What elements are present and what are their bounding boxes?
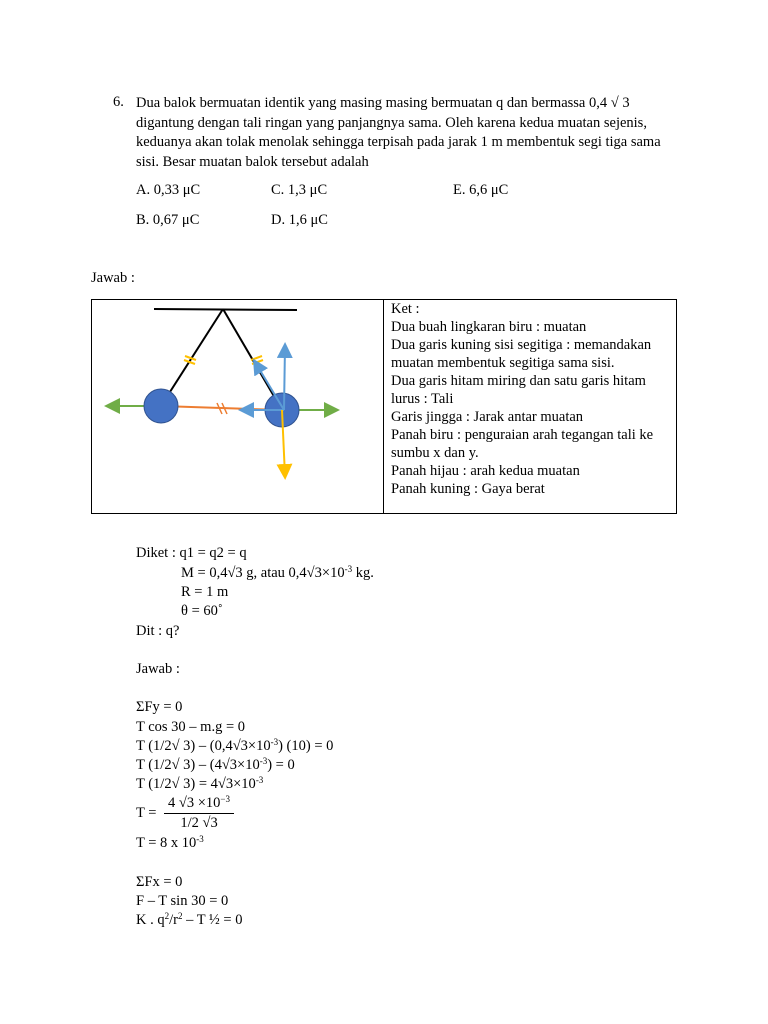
ket-line-1: Dua buah lingkaran biru : muatan [391,319,587,335]
blue-arrow-up [284,346,285,410]
step-fy-7: T = 8 x $10^{-3}$ [136,834,204,851]
ket-line-5: Panah biru : penguraian arah tegangan tali ke sumbu x dan y. [391,427,654,461]
ket-line-6: Panah hijau : arah kedua muatan [391,463,580,479]
step-fy-fraction [136,795,234,832]
charge-left [144,389,178,423]
ket-line-7: Panah kuning : Gaya berat [391,481,545,497]
option-e: E. 6,6 μC [453,182,509,198]
step-fx-2: F – T sin 30 = 0 [136,893,229,909]
option-a: A. 0,33 μC [136,182,201,198]
table-divider [383,299,384,514]
option-b: B. 0,67 μC [136,212,200,228]
step-fy-5: T (1/2√ $3) = 4√3\times 10^{-3}$ [136,775,264,792]
fraction-lhs: T = [136,804,157,821]
question-text: Dua balok bermuatan identik yang masing masing bermuatan q dan bermassa 0,4 √ 3 digantung dengan tali ringan yang panjangnya sama. Oleh karena kedua muatan sejenis, keduanya akan tolak menolak sehingga terpisah pada jarak 1 m membentuk segi tiga sama sisi. Besar muatan balok tersebut adalah [136,95,661,170]
fraction [164,795,234,832]
option-c: C. 1,3 μC [271,182,328,198]
ket-line-3: Dua garis hitam miring dan satu garis hitam lurus : Tali [391,373,646,407]
diket-theta: θ = 60˚ [181,603,223,619]
question-number: 6. [113,94,124,110]
diket-label: Diket : q1 = q2 = q [136,545,247,561]
ket-list [391,300,673,498]
step-fy-3: T (1/2√ $3) - (0,4√3\times 10^{-3}) (10) = 0$ [136,737,334,754]
step-fx-3: K . $q^2/r^2$ – T ½ = 0 [136,911,243,928]
diket-r: R = 1 m [181,584,229,600]
ket-line-4: Garis jingga : Jarak antar muatan [391,409,584,425]
jawab-label: Jawab : [136,661,180,677]
ket-line-0: Ket : [391,301,420,317]
step-fy-2: T cos 30 – m.g = 0 [136,719,246,735]
step-fx-1: ΣFx = 0 [136,874,183,890]
ket-line-2: Dua garis kuning sisi segitiga : memandakan muatan membentuk segitiga sama sisi. [391,337,652,371]
dit-label: Dit : q? [136,623,180,639]
ceiling-string [154,309,297,310]
option-d: D. 1,6 μC [271,212,328,228]
step-fy-4: T (1/2√ $3) - (4√3\times 10^{-3}) = 0$ [136,756,295,773]
charge-diagram [92,300,350,485]
fraction-denominator: 1/2 √3 [180,815,218,831]
step-fy-1: ΣFy = 0 [136,699,183,715]
fraction-numerator: 4 $√3 \times 10^{-3}$ [164,795,234,814]
diket-mass: M = 0,4√3 g, atau $0,4√3\times 10^{-3}$ kg. [181,564,374,581]
jawab-heading: Jawab : [91,270,135,286]
